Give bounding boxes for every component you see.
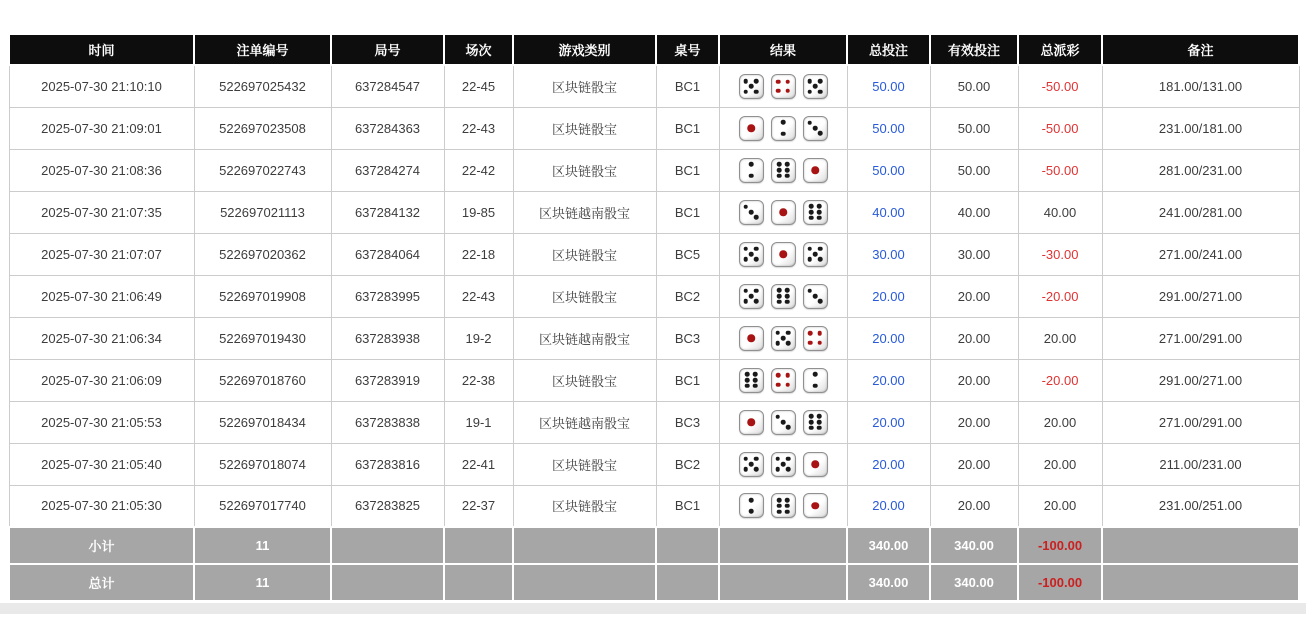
cell-bet_id: 522697022743 [194, 149, 331, 191]
bet-records-table-wrap [8, 33, 1298, 602]
cell-time: 2025-07-30 21:06:34 [9, 317, 194, 359]
cell-game: 区块链骰宝 [513, 149, 656, 191]
cell-bet_id: 522697019430 [194, 317, 331, 359]
footer-cell-game [513, 527, 656, 564]
cell-total_bet: 30.00 [847, 233, 930, 275]
column-header-remark: 备注 [1102, 34, 1299, 65]
cell-total_bet: 50.00 [847, 65, 930, 107]
cell-payout: -20.00 [1018, 359, 1102, 401]
dice-result [724, 410, 843, 435]
cell-total_bet: 20.00 [847, 401, 930, 443]
cell-time: 2025-07-30 21:09:01 [9, 107, 194, 149]
total-row [9, 564, 1299, 601]
die-4-icon [771, 74, 796, 99]
column-header-round_id: 局号 [331, 34, 444, 65]
footer-cell-table_no [656, 527, 719, 564]
die-6-icon [739, 368, 764, 393]
footer-cell-valid_bet: 340.00 [930, 527, 1018, 564]
cell-remark: 211.00/231.00 [1102, 443, 1299, 485]
dice-result [724, 368, 843, 393]
cell-round_id: 637283938 [331, 317, 444, 359]
cell-game: 区块链越南骰宝 [513, 401, 656, 443]
cell-valid_bet: 20.00 [930, 485, 1018, 527]
cell-time: 2025-07-30 21:07:35 [9, 191, 194, 233]
dice-result [724, 493, 843, 518]
cell-remark: 231.00/181.00 [1102, 107, 1299, 149]
cell-session: 19-1 [444, 401, 513, 443]
column-header-bet_id: 注单编号 [194, 34, 331, 65]
die-1-icon [803, 452, 828, 477]
cell-round_id: 637284132 [331, 191, 444, 233]
cell-round_id: 637284547 [331, 65, 444, 107]
cell-result [719, 191, 847, 233]
cell-valid_bet: 20.00 [930, 443, 1018, 485]
dice-result [724, 116, 843, 141]
table-footer [9, 527, 1299, 601]
column-header-game: 游戏类别 [513, 34, 656, 65]
die-5-icon [739, 74, 764, 99]
dice-result [724, 74, 843, 99]
footer-cell-time: 总计 [9, 564, 194, 601]
cell-result [719, 149, 847, 191]
subtotal-row [9, 527, 1299, 564]
cell-round_id: 637283995 [331, 275, 444, 317]
die-1-icon [803, 493, 828, 518]
cell-remark: 291.00/271.00 [1102, 275, 1299, 317]
cell-bet_id: 522697021113 [194, 191, 331, 233]
dice-result [724, 200, 843, 225]
footer-cell-valid_bet: 340.00 [930, 564, 1018, 601]
cell-total_bet: 50.00 [847, 107, 930, 149]
cell-valid_bet: 50.00 [930, 107, 1018, 149]
cell-time: 2025-07-30 21:05:40 [9, 443, 194, 485]
die-3-icon [803, 116, 828, 141]
cell-bet_id: 522697018760 [194, 359, 331, 401]
cell-remark: 271.00/241.00 [1102, 233, 1299, 275]
cell-game: 区块链骰宝 [513, 359, 656, 401]
cell-round_id: 637284064 [331, 233, 444, 275]
cell-remark: 181.00/131.00 [1102, 65, 1299, 107]
die-3-icon [771, 410, 796, 435]
table-body [9, 65, 1299, 527]
footer-cell-round_id [331, 527, 444, 564]
footer-cell-table_no [656, 564, 719, 601]
cell-result [719, 107, 847, 149]
cell-time: 2025-07-30 21:08:36 [9, 149, 194, 191]
cell-total_bet: 20.00 [847, 485, 930, 527]
column-header-payout: 总派彩 [1018, 34, 1102, 65]
cell-table_no: BC2 [656, 275, 719, 317]
cell-game: 区块链骰宝 [513, 107, 656, 149]
die-1-icon [803, 158, 828, 183]
die-6-icon [771, 158, 796, 183]
footer-cell-total_bet: 340.00 [847, 527, 930, 564]
cell-bet_id: 522697023508 [194, 107, 331, 149]
die-5-icon [739, 452, 764, 477]
cell-payout: -50.00 [1018, 65, 1102, 107]
cell-total_bet: 40.00 [847, 191, 930, 233]
die-1-icon [739, 410, 764, 435]
die-1-icon [739, 326, 764, 351]
cell-session: 22-43 [444, 107, 513, 149]
cell-valid_bet: 20.00 [930, 275, 1018, 317]
cell-bet_id: 522697019908 [194, 275, 331, 317]
footer-cell-bet_id: 11 [194, 527, 331, 564]
table-row [9, 65, 1299, 107]
table-row [9, 275, 1299, 317]
dice-result [724, 326, 843, 351]
cell-remark: 231.00/251.00 [1102, 485, 1299, 527]
cell-session: 22-42 [444, 149, 513, 191]
cell-valid_bet: 20.00 [930, 317, 1018, 359]
cell-remark: 281.00/231.00 [1102, 149, 1299, 191]
footer-cell-remark [1102, 527, 1299, 564]
dice-result [724, 242, 843, 267]
die-6-icon [803, 200, 828, 225]
cell-payout: -30.00 [1018, 233, 1102, 275]
die-2-icon [771, 116, 796, 141]
cell-payout: 20.00 [1018, 401, 1102, 443]
cell-time: 2025-07-30 21:10:10 [9, 65, 194, 107]
die-5-icon [771, 452, 796, 477]
cell-result [719, 65, 847, 107]
cell-round_id: 637283816 [331, 443, 444, 485]
cell-time: 2025-07-30 21:06:49 [9, 275, 194, 317]
footer-cell-bet_id: 11 [194, 564, 331, 601]
cell-result [719, 233, 847, 275]
cell-bet_id: 522697020362 [194, 233, 331, 275]
die-5-icon [771, 326, 796, 351]
cell-result [719, 317, 847, 359]
cell-bet_id: 522697018074 [194, 443, 331, 485]
cell-game: 区块链越南骰宝 [513, 317, 656, 359]
column-header-table_no: 桌号 [656, 34, 719, 65]
cell-valid_bet: 20.00 [930, 359, 1018, 401]
cell-result [719, 359, 847, 401]
cell-bet_id: 522697018434 [194, 401, 331, 443]
column-header-result: 结果 [719, 34, 847, 65]
footer-cell-remark [1102, 564, 1299, 601]
cell-session: 22-45 [444, 65, 513, 107]
cell-table_no: BC5 [656, 233, 719, 275]
die-2-icon [803, 368, 828, 393]
table-row [9, 107, 1299, 149]
footer-cell-total_bet: 340.00 [847, 564, 930, 601]
die-1-icon [771, 242, 796, 267]
footer-cell-payout: -100.00 [1018, 564, 1102, 601]
footer-cell-time: 小计 [9, 527, 194, 564]
cell-game: 区块链骰宝 [513, 485, 656, 527]
cell-result [719, 443, 847, 485]
die-6-icon [803, 410, 828, 435]
cell-payout: 20.00 [1018, 443, 1102, 485]
cell-table_no: BC3 [656, 317, 719, 359]
table-row [9, 191, 1299, 233]
cell-payout: -50.00 [1018, 107, 1102, 149]
dice-result [724, 284, 843, 309]
die-6-icon [771, 284, 796, 309]
die-4-icon [803, 326, 828, 351]
table-row [9, 443, 1299, 485]
cell-bet_id: 522697025432 [194, 65, 331, 107]
footer-cell-session [444, 527, 513, 564]
cell-remark: 241.00/281.00 [1102, 191, 1299, 233]
cell-total_bet: 20.00 [847, 443, 930, 485]
cell-game: 区块链骰宝 [513, 233, 656, 275]
cell-time: 2025-07-30 21:05:30 [9, 485, 194, 527]
cell-table_no: BC1 [656, 149, 719, 191]
die-5-icon [803, 74, 828, 99]
die-5-icon [739, 284, 764, 309]
cell-bet_id: 522697017740 [194, 485, 331, 527]
cell-remark: 271.00/291.00 [1102, 401, 1299, 443]
die-5-icon [803, 242, 828, 267]
table-row [9, 485, 1299, 527]
cell-result [719, 485, 847, 527]
cell-total_bet: 20.00 [847, 275, 930, 317]
cell-session: 22-41 [444, 443, 513, 485]
cell-total_bet: 20.00 [847, 317, 930, 359]
cell-total_bet: 20.00 [847, 359, 930, 401]
cell-session: 19-2 [444, 317, 513, 359]
column-header-session: 场次 [444, 34, 513, 65]
cell-time: 2025-07-30 21:06:09 [9, 359, 194, 401]
column-header-valid_bet: 有效投注 [930, 34, 1018, 65]
cell-valid_bet: 40.00 [930, 191, 1018, 233]
die-6-icon [771, 493, 796, 518]
cell-table_no: BC1 [656, 485, 719, 527]
table-row [9, 233, 1299, 275]
die-3-icon [803, 284, 828, 309]
die-4-icon [771, 368, 796, 393]
cell-session: 22-37 [444, 485, 513, 527]
cell-result [719, 401, 847, 443]
cell-table_no: BC1 [656, 359, 719, 401]
cell-valid_bet: 20.00 [930, 401, 1018, 443]
footer-cell-game [513, 564, 656, 601]
cell-round_id: 637283919 [331, 359, 444, 401]
cell-valid_bet: 30.00 [930, 233, 1018, 275]
cell-game: 区块链骰宝 [513, 275, 656, 317]
cell-game: 区块链骰宝 [513, 443, 656, 485]
die-1-icon [771, 200, 796, 225]
table-row [9, 401, 1299, 443]
die-1-icon [739, 116, 764, 141]
cell-table_no: BC1 [656, 191, 719, 233]
cell-payout: -20.00 [1018, 275, 1102, 317]
table-row [9, 317, 1299, 359]
table-row [9, 149, 1299, 191]
cell-game: 区块链骰宝 [513, 65, 656, 107]
die-2-icon [739, 158, 764, 183]
cell-table_no: BC1 [656, 65, 719, 107]
cell-time: 2025-07-30 21:05:53 [9, 401, 194, 443]
footer-cell-payout: -100.00 [1018, 527, 1102, 564]
die-2-icon [739, 493, 764, 518]
cell-time: 2025-07-30 21:07:07 [9, 233, 194, 275]
bet-records-table [8, 33, 1300, 602]
header-row [9, 34, 1299, 65]
cell-payout: 20.00 [1018, 485, 1102, 527]
cell-round_id: 637283838 [331, 401, 444, 443]
die-3-icon [739, 200, 764, 225]
die-5-icon [739, 242, 764, 267]
table-header [9, 34, 1299, 65]
footer-cell-session [444, 564, 513, 601]
cell-game: 区块链越南骰宝 [513, 191, 656, 233]
cell-table_no: BC1 [656, 107, 719, 149]
horizontal-scrollbar-track[interactable] [0, 603, 1306, 614]
cell-payout: 40.00 [1018, 191, 1102, 233]
table-row [9, 359, 1299, 401]
cell-payout: 20.00 [1018, 317, 1102, 359]
cell-valid_bet: 50.00 [930, 65, 1018, 107]
cell-remark: 291.00/271.00 [1102, 359, 1299, 401]
cell-round_id: 637284363 [331, 107, 444, 149]
cell-remark: 271.00/291.00 [1102, 317, 1299, 359]
footer-cell-round_id [331, 564, 444, 601]
cell-session: 19-85 [444, 191, 513, 233]
footer-cell-result [719, 527, 847, 564]
footer-cell-result [719, 564, 847, 601]
column-header-total_bet: 总投注 [847, 34, 930, 65]
cell-session: 22-43 [444, 275, 513, 317]
dice-result [724, 452, 843, 477]
cell-payout: -50.00 [1018, 149, 1102, 191]
dice-result [724, 158, 843, 183]
cell-table_no: BC2 [656, 443, 719, 485]
cell-result [719, 275, 847, 317]
cell-total_bet: 50.00 [847, 149, 930, 191]
cell-session: 22-38 [444, 359, 513, 401]
cell-table_no: BC3 [656, 401, 719, 443]
cell-valid_bet: 50.00 [930, 149, 1018, 191]
column-header-time: 时间 [9, 34, 194, 65]
cell-round_id: 637283825 [331, 485, 444, 527]
cell-round_id: 637284274 [331, 149, 444, 191]
cell-session: 22-18 [444, 233, 513, 275]
